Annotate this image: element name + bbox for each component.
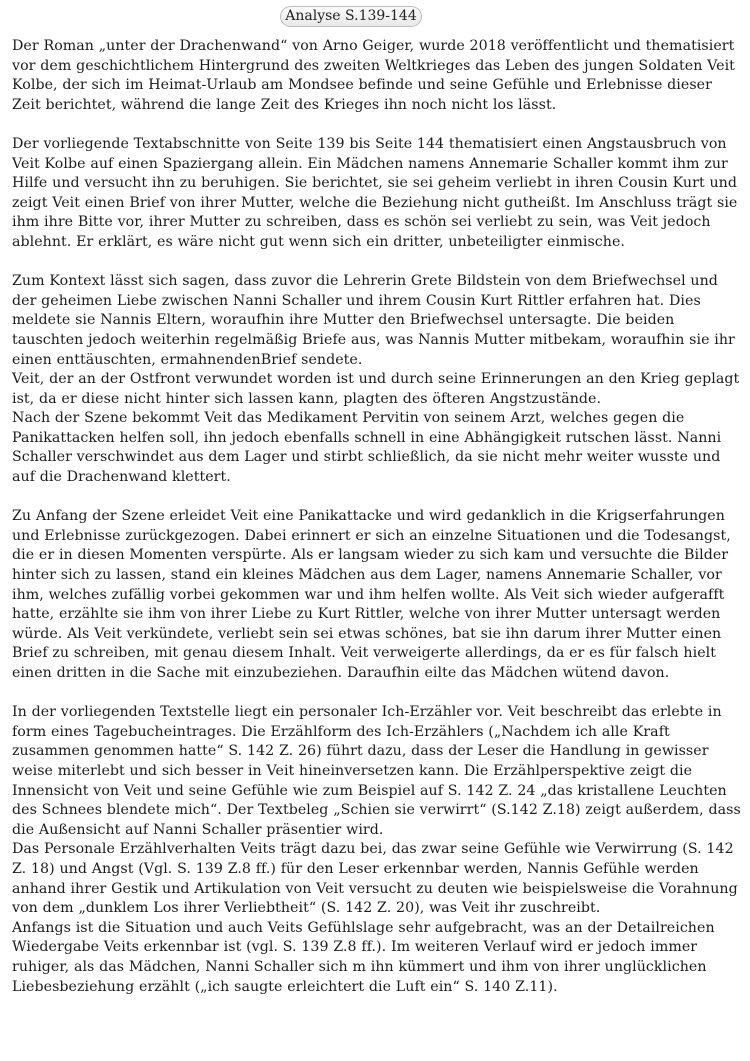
paragraph-narrative-behavior: Das Personale Erzählverhalten Veits trägt dazu bei, das zwar seine Gefühle wie Verwirrung (S. 142 Z. 18) und Angst (Vgl. S. 139 Z.8 ff.) für den Leser erkennbar werden, Nannis Gefühle werden anhand ihrer Gestik und Artikulation von Veit versucht zu deuten wie beispielsweise die Vorahnung von dem „dunklem Los ihrer Verliebtheit“ (S. 142 Z. 20), was Veit ihr zuschreibt. bbox=[12, 841, 738, 917]
paragraph-summary: Der vorliegende Textabschnitte von Seite 139 bis Seite 144 thematisiert einen Angstausbruch von Veit Kolbe auf einen Spaziergang allein. Ein Mädchen namens Annemarie Schaller kommt ihm zur Hilfe und versucht ihn zu beruhigen. Sie berichtet, sie sei geheim verliebt in ihren Cousin Kurt und zeigt Veit einen Brief von ihrer Mutter, welche die Beziehung nicht gutheißt. Im Anschluss trägt sie ihm ihre Bitte vor, ihrer Mutter zu schreiben, dass es schön sei verliebt zu sein, was Veit jedoch ablehnt. Er erklärt, es wäre nicht gut wenn sich ein dritter, unbeteiligter einmische. bbox=[12, 135, 738, 250]
paragraph-scene: Zu Anfang der Szene erleidet Veit eine Panikattacke und wird gedanklich in die Krigserfahrungen und Erlebnisse zurückgezogen. Dabei erinnert er sich an einzelne Situationen und die Todesangst, die er in diesen Momenten verspürte. Als er langsam wieder zu sich kam und versuchte die Bilder hinter sich zu lassen, stand ein kleines Mädchen aus dem Lager, namens Annemarie Schaller, vor ihm, welches zufällig vorbei gekommen war und ihm helfen wollte. Als Veit sich wieder aufgerafft hatte, erzählte sie ihm von ihrer Liebe zu Kurt Rittler, welche von ihrer Mutter untersagt werden würde. Als Veit verkündete, verliebt sein sei etwas schönes, bat sie ihn darum ihrer Mutter einen Brief zu schreiben, mit genau diesem Inhalt. Veit verweigerte allerdings, da er es für falsch hielt einen dritten in die Sache mit einzubeziehen. Daraufhin eilte das Mädchen wütend davon. bbox=[12, 508, 731, 681]
paragraph-veit-background: Veit, der an der Ostfront verwundet worden ist und durch seine Erinnerungen an den Krieg geplagt ist, da er diese nicht hinter sich lassen kann, plagten des öfteren Angstzustände. bbox=[12, 371, 740, 407]
paragraph-aftermath: Nach der Szene bekommt Veit das Medikament Pervitin von seinem Arzt, welches gegen die Panikattacken helfen soll, ihn jedoch ebenfalls schnell in eine Abhängigkeit rutschen lässt. Nanni Schaller verschwindet aus dem Lager und stirbt schließlich, da sie nicht mehr weiter wusste und auf die Drachenwand klettert. bbox=[12, 410, 722, 486]
paragraph-narrator: In der vorliegenden Textstelle liegt ein personaler Ich-Erzähler vor. Veit beschreibt das erlebte in form eines Tagebucheintrages. Die Erzählform des Ich-Erzählers („Nachdem ich alle Kraft zusammen genommen hatte“ S. 142 Z. 26) führt dazu, dass der Leser die Handlung in gewisser weise miterlebt und sich besser in Veit hineinversetzen kann. Die Erzählperspektive zeigt die Innensicht von Veit und seine Gefühle wie zum Beispiel auf S. 142 Z. 24 „das kristallene Leuchten des Schnees blendete mich“. Der Textbeleg „Schien sie verwirrt“ (S.142 Z.18) zeigt außerdem, dass die Außensicht auf Nanni Schaller präsentier wird. bbox=[12, 704, 741, 838]
document-body bbox=[12, 37, 742, 997]
paragraph-mood: Anfangs ist die Situation und auch Veits Gefühlslage sehr aufgebracht, was an der Detailreichen Wiedergabe Veits erkennbar ist (vgl. S. 139 Z.8 ff.). Im weiteren Verlauf wird er jedoch immer ruhiger, als das Mädchen, Nanni Schaller sich m ihn kümmert und ihm von ihrer unglücklichen Liebesbeziehung erzählt („ich saugte erleichtert die Luft ein“ S. 140 Z.11). bbox=[12, 919, 715, 995]
document-title: Analyse S.139-144 bbox=[280, 6, 422, 27]
paragraph-intro: Der Roman „unter der Drachenwand“ von Arno Geiger, wurde 2018 veröffentlicht und thematisiert vor dem geschichtlichem Hintergrund des zweiten Weltkrieges das Leben des jungen Soldaten Veit Kolbe, der sich im Heimat-Urlaub am Mondsee befinde und seine Gefühle und Erlebnisse dieser Zeit berichtet, während die lange Zeit des Krieges ihn noch nicht los lässt. bbox=[12, 38, 735, 113]
paragraph-context: Zum Kontext lässt sich sagen, dass zuvor die Lehrerin Grete Bildstein von dem Briefwechsel und der geheimen Liebe zwischen Nanni Schaller und ihrem Cousin Kurt Rittler erfahren hat. Dies meldete sie Nannis Eltern, woraufhin ihre Mutter den Briefwechsel untersagte. Die beiden tauschten jedoch weiterhin regelmäßig Briefe aus, was Nannis Mutter mitbekam, woraufhin sie ihr einen enttäuschten, ermahnendenBrief sendete. bbox=[12, 273, 735, 368]
